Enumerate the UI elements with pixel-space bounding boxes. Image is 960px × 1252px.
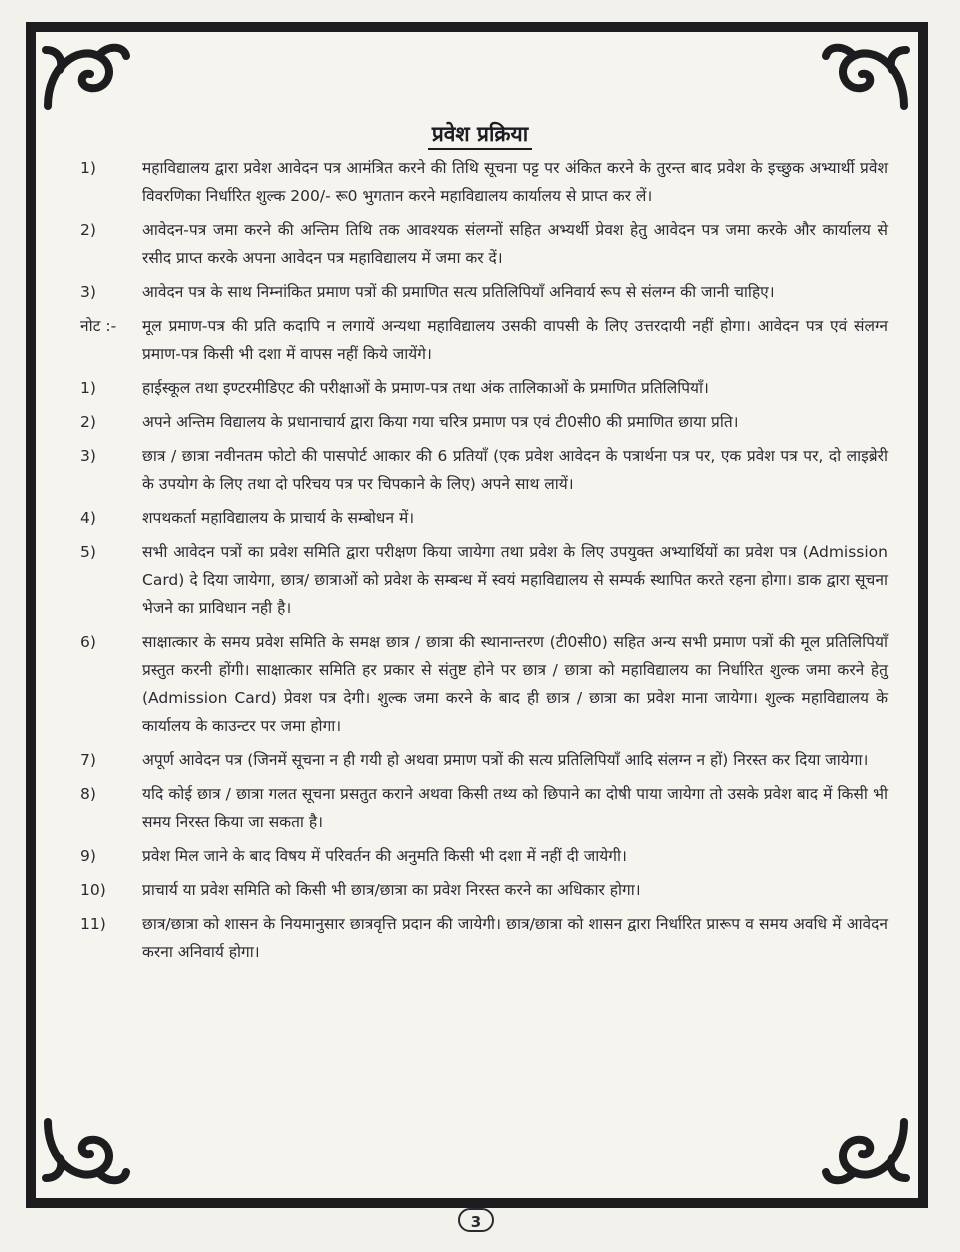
item-number: 3): [80, 447, 96, 465]
list-item: [76, 746, 888, 774]
item-text: आवेदन पत्र के साथ निम्नांकित प्रमाण पत्रों की प्रमाणित सत्य प्रतिलिपियाँ अनिवार्य रूप से संलग्न की जानी चाहिए।: [142, 283, 775, 301]
item-text: महाविद्यालय द्वारा प्रवेश आवेदन पत्र आमंत्रित करने की तिथि सूचना पट्ट पर अंकित करने के तुरन्त बाद प्रवेश के इच्छुक अभ्यार्थी प्रवेश विवरणिका निर्धारित शुल्क 200/- रू0 भुगतान करने महाविद्यालय कार्यालय से प्राप्त कर लें।: [142, 159, 888, 205]
list-item: [76, 408, 888, 436]
item-text: अपूर्ण आवेदन पत्र (जिनमें सूचना न ही गयी हो अथवा प्रमाण पत्रों की सत्य प्रतिलिपियाँ आदि संलग्न न हों) निरस्त कर दिया जायेगा।: [142, 751, 869, 769]
list-item: [76, 628, 888, 740]
item-text: प्रवेश मिल जाने के बाद विषय में परिवर्तन की अनुमति किसी भी दशा में नहीं दी जायेगी।: [142, 847, 627, 865]
corner-ornament-icon: [38, 1108, 134, 1192]
item-text: यदि कोई छात्र / छात्रा गलत सूचना प्रसतुत कराने अथवा किसी तथ्य को छिपाने का दोषी पाया जायेगा तो उसके प्रवेश बाद में किसी भी समय निरस्त किया जा सकता है।: [142, 785, 888, 831]
list-item: [76, 154, 888, 210]
item-text: अपने अन्तिम विद्यालय के प्रधानाचार्य द्वारा किया गया चरित्र प्रमाण पत्र एवं टी0सी0 की प्रमाणित छाया प्रति।: [142, 413, 739, 431]
list-item: [76, 374, 888, 402]
corner-ornament-icon: [818, 36, 914, 120]
item-number: 1): [80, 159, 96, 177]
list-item: [76, 538, 888, 622]
item-text: साक्षात्कार के समय प्रवेश समिति के समक्ष छात्र / छात्रा की स्थानान्तरण (टी0सी0) सहित अन्य सभी प्रमाण पत्रों की मूल प्रतिलिपियाँ प्रस्तुत करनी होंगी। साक्षात्कार समिति हर प्रकार से संतुष्ट होने पर छात्र / छात्रा को महाविद्यालय का निर्धारित शुल्क जमा करने हेतु (Admission Card) प्रेवश पत्र देगी। शुल्क जमा करने के बाद ही छात्र / छात्रा का प्रवेश माना जायेगा। शुल्क महाविद्यालय के कार्यालय के काउन्टर पर जमा होगा।: [142, 633, 888, 735]
list-item: [76, 312, 888, 368]
item-number: 8): [80, 785, 96, 803]
list-item: [76, 216, 888, 272]
item-text: छात्र/छात्रा को शासन के नियमानुसार छात्रवृत्ति प्रदान की जायेगी। छात्र/छात्रा को शासन द्वारा निर्धारित प्रारूप व समय अवधि में आवेदन करना अनिवार्य होगा।: [142, 915, 888, 961]
item-text: छात्र / छात्रा नवीनतम फोटो की पासपोर्ट आकार की 6 प्रतियाँ (एक प्रवेश आवेदन के पत्रार्थना पत्र पर, एक प्रवेश पत्र पर, दो लाइब्रेरी के उपयोग के लिए तथा दो परिचय पत्र पर चिपकाने के लिए) अपने साथ लायें।: [142, 447, 888, 493]
list-item: [76, 910, 888, 966]
item-number: 6): [80, 633, 96, 651]
corner-ornament-icon: [38, 36, 134, 120]
page-title: [0, 120, 960, 148]
page-number: 3: [458, 1208, 494, 1232]
list-item: [76, 504, 888, 532]
item-text: हाईस्कूल तथा इण्टरमीडिएट की परीक्षाओं के प्रमाण-पत्र तथा अंक तालिकाओं के प्रमाणित प्रतिलिपियाँ।: [142, 379, 709, 397]
item-number: 1): [80, 379, 96, 397]
item-number: 5): [80, 543, 96, 561]
list-item: [76, 780, 888, 836]
item-text: प्राचार्य या प्रवेश समिति को किसी भी छात्र/छात्रा का प्रवेश निरस्त करने का अधिकार होगा।: [142, 881, 641, 899]
list-item: [76, 278, 888, 306]
item-number: 4): [80, 509, 96, 527]
item-number: 7): [80, 751, 96, 769]
list-item: [76, 842, 888, 870]
item-text: मूल प्रमाण-पत्र की प्रति कदापि न लगायें अन्यथा महाविद्यालय उसकी वापसी के लिए उत्तरदायी नहीं होगा। आवेदन पत्र एवं संलग्न प्रमाण-पत्र किसी भी दशा में वापस नहीं किये जायेंगे।: [142, 317, 888, 363]
list-item: [76, 876, 888, 904]
item-text: सभी आवेदन पत्रों का प्रवेश समिति द्वारा परीक्षण किया जायेगा तथा प्रवेश के लिए उपयुक्त अभ्यार्थियों का प्रवेश पत्र (Admission Card) दे दिया जायेगा, छात्र/ छात्राओं को प्रवेश के सम्बन्ध में स्वयं महाविद्यालय से सम्पर्क स्थापित करते रहना होगा। डाक द्वारा सूचना भेजने का प्राविधान नही है।: [142, 543, 888, 617]
item-text: आवेदन-पत्र जमा करने की अन्तिम तिथि तक आवश्यक संलग्नों सहित अभ्यर्थी प्रेवश हेतु आवेदन पत्र जमा करके और कार्यालय से रसीद प्राप्त करके अपना आवेदन पत्र महाविद्यालय में जमा कर दें।: [142, 221, 888, 267]
item-number: 2): [80, 413, 96, 431]
item-number: 10): [80, 881, 106, 899]
corner-ornament-icon: [818, 1108, 914, 1192]
page-title-text: प्रवेश प्रक्रिया: [428, 122, 532, 150]
item-number: नोट :-: [80, 317, 117, 335]
item-number: 11): [80, 915, 106, 933]
list-item: [76, 442, 888, 498]
admission-procedure-list: [76, 154, 888, 972]
item-text: शपथकर्ता महाविद्यालय के प्राचार्य के सम्बोधन में।: [142, 509, 415, 527]
item-number: 2): [80, 221, 96, 239]
item-number: 9): [80, 847, 96, 865]
item-number: 3): [80, 283, 96, 301]
